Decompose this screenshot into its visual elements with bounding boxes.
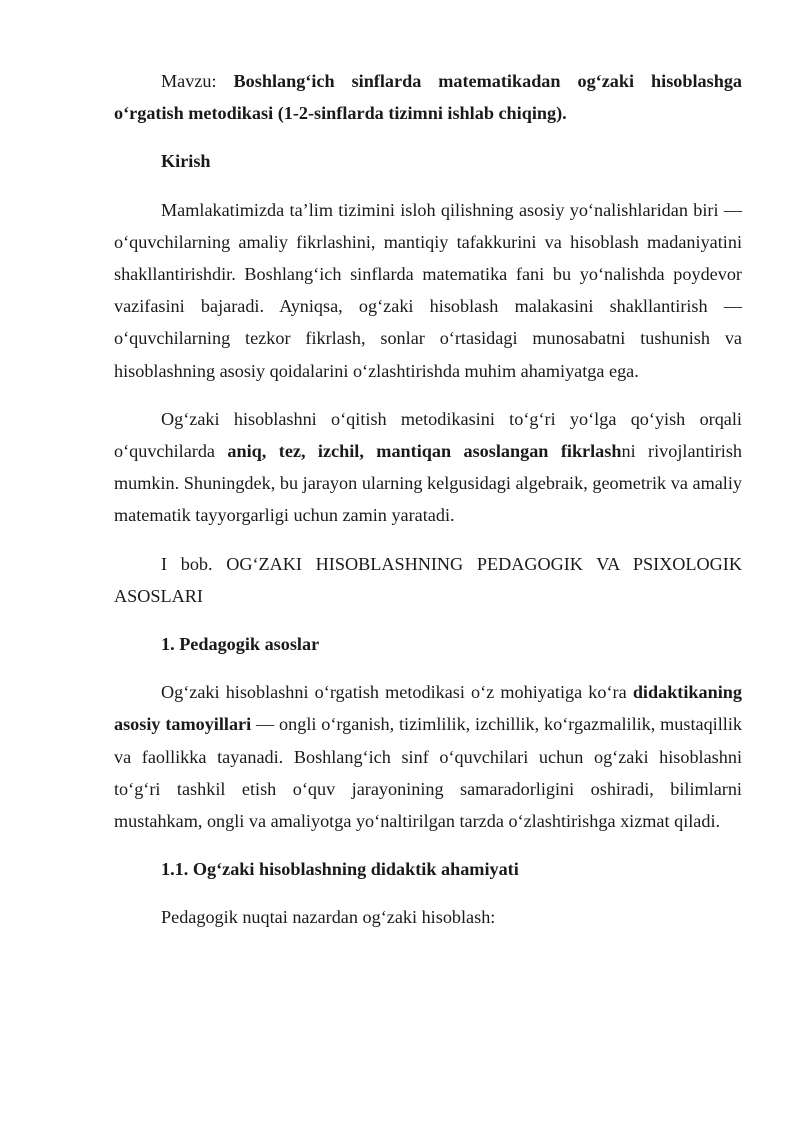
section-1-paragraph	[114, 676, 742, 837]
subsection-1-1-paragraph: Pedagogik nuqtai nazardan og‘zaki hisoblash:	[161, 907, 496, 928]
intro-paragraph-2	[114, 403, 742, 532]
topic-title: Boshlang‘ich sinflarda matematikadan og‘zaki hisoblashga o‘rgatish metodikasi (1-2-sinflarda tizimni ishlab chiqing).	[114, 71, 743, 124]
intro-heading	[114, 145, 742, 177]
chapter-1-heading: I bob. OG‘ZAKI HISOBLASHNING PEDAGOGIK VA PSIXOLOGIK ASOSLARI	[114, 553, 742, 606]
intro-heading-text: Kirish	[161, 151, 211, 172]
subsection-1-1-heading	[114, 853, 742, 885]
topic-label: Mavzu:	[161, 71, 217, 91]
section-1-heading	[114, 628, 742, 660]
subsection-1-1-heading-text: 1.1. Og‘zaki hisoblashning didaktik ahamiyati	[161, 859, 519, 880]
intro-paragraph-2-end: ni rivojlantirish mumkin. Shuningdek, bu jarayon ularning kelgusidagi algebraik, geometrik va amaliy matematik tayyorgarligi uchun zamin yaratadi.	[114, 441, 743, 526]
section-1-paragraph-bold: didaktikaning asosiy tamoyillari	[114, 682, 742, 735]
topic-line	[114, 65, 742, 129]
section-1-paragraph-start: Og‘zaki hisoblashni o‘rgatish metodikasi o‘z mohiyatiga ko‘ra	[161, 682, 633, 703]
intro-paragraph-2-start: Og‘zaki hisoblashni o‘qitish metodikasini to‘g‘ri yo‘lga qo‘yish orqali o‘quvchilarda	[114, 408, 742, 462]
intro-paragraph-1: Mamlakatimizda ta’lim tizimini isloh qilishning asosiy yo‘nalishlaridan biri — o‘quvchilarning amaliy fikrlashini, mantiqiy tafakkurini va hisoblash madaniyatini shakllantirishdir. Boshlang‘ich sinflarda matematika fani bu yo‘nalishda poydevor vazifasini bajaradi. Ayniqsa, og‘zaki hisoblash malakasini shakllantirish — o‘quvchilarning tezkor fikrlash, sonlar o‘rtasidagi munosabatni tushunish va hisoblashning asosiy qoidalarini o‘zlashtirishda muhim ahamiyatga ega.	[114, 199, 742, 381]
intro-paragraph-2-bold: aniq, tez, izchil, mantiqan asoslangan fikrlash	[227, 441, 622, 462]
section-1-paragraph-end: — ongli o‘rganish, tizimlilik, izchillik, ko‘rgazmalilik, mustaqillik va faollikka tayanadi. Boshlang‘ich sinf o‘quvchilari uchun og‘zaki hisoblashni to‘g‘ri tashkil etish o‘quv jarayonining samaradorligini oshiradi, bilimlarni mustahkam, ongli va amaliyotga yo‘naltirilgan tarzda o‘zlashtirishga xizmat qiladi.	[114, 714, 742, 832]
section-1-heading-text: 1. Pedagogik asoslar	[161, 634, 320, 655]
